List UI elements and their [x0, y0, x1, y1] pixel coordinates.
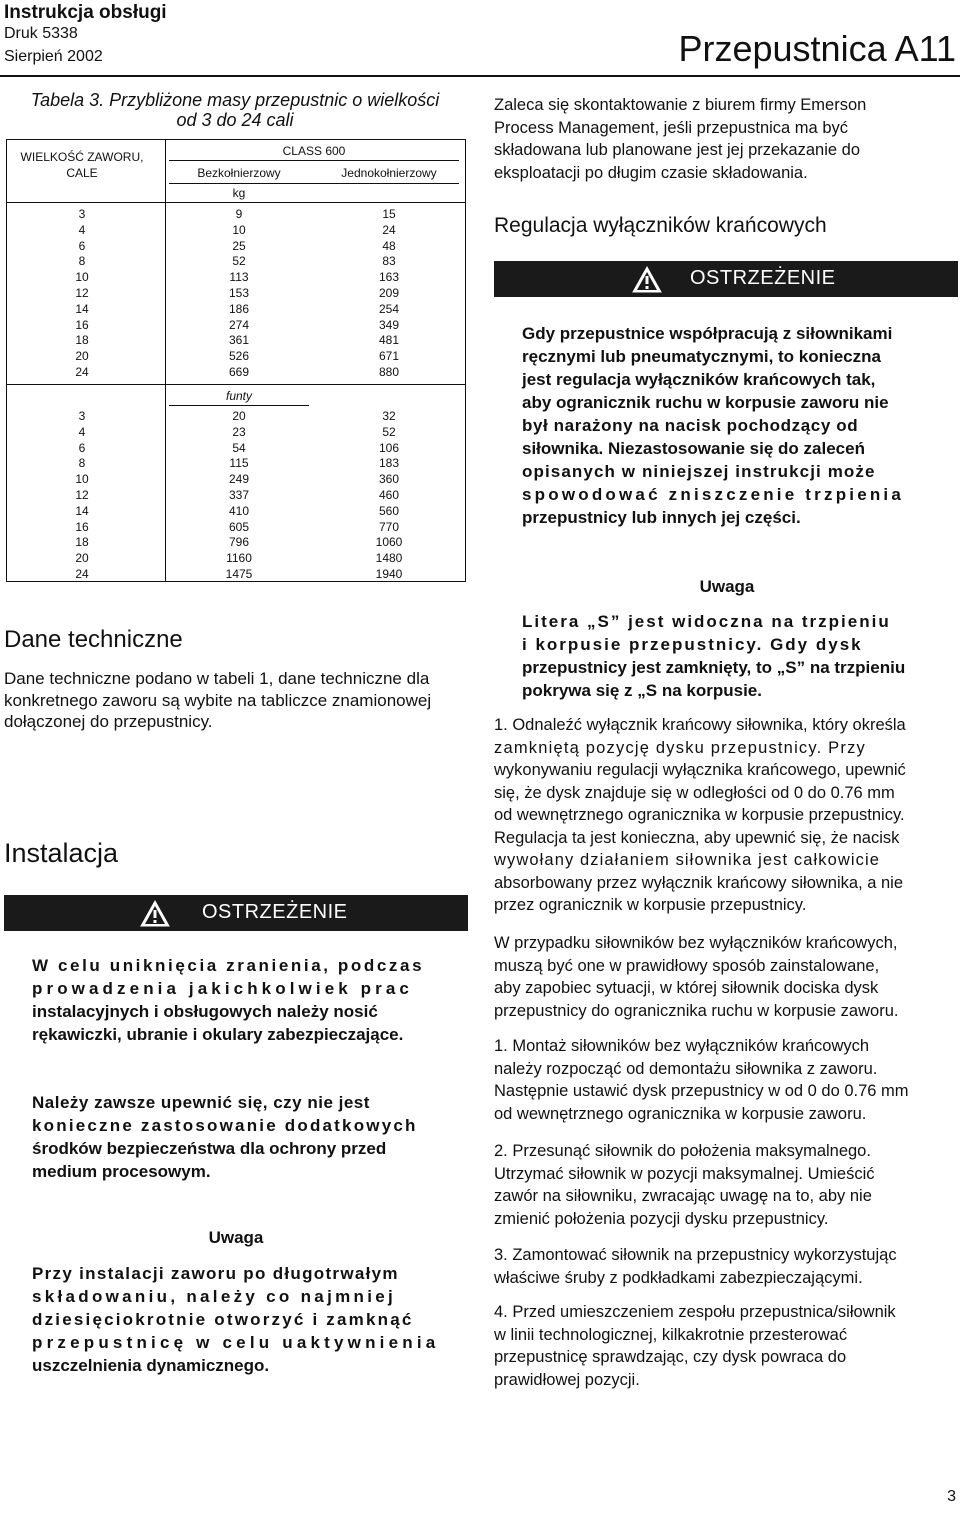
- table-cell: 163: [378, 270, 400, 285]
- note-heading: Uwaga: [208, 1228, 264, 1247]
- table-cell: 671: [378, 349, 400, 364]
- table-cell: 24: [75, 567, 89, 581]
- step-mount-line1: 1. Montaż siłowników bez wyłączników krańcowych: [494, 1037, 870, 1055]
- note-text: [32, 1262, 442, 1377]
- note-right-text: [522, 610, 934, 702]
- doc-number: Druk 5338: [4, 25, 78, 42]
- step1-line6: Regulacja ta jest konieczna, aby upewnić się, że nacisk: [494, 828, 900, 847]
- note-right-line4: pokrywa się z „S na korpusie.: [522, 681, 762, 700]
- table-cell: 4: [78, 222, 86, 237]
- class-head: CLASS 600: [282, 144, 346, 158]
- para2-line4: przepustnicy do ogranicznika ruchu w korpusie zaworu.: [494, 1001, 899, 1020]
- table-cell: 186: [228, 301, 250, 316]
- warning-right-line6: siłownika. Niezastosowanie się do zaleceń: [522, 439, 865, 458]
- warning-label: OSTRZEŻENIE: [202, 901, 348, 923]
- step1-line7: wywołany działaniem siłownika jest całkowicie: [494, 851, 881, 869]
- note-line1: Przy instalacji zaworu po długotrwałym: [32, 1264, 399, 1283]
- warning-right-line8: spowodować zniszczenie trzpienia: [522, 485, 905, 504]
- table-cell: 54: [232, 440, 246, 455]
- warning-icon: [632, 265, 662, 293]
- step-move-line3: zawór na siłowniku, zwracając uwagę na to, aby nie: [494, 1187, 872, 1205]
- table-cell: 15: [382, 207, 396, 221]
- table-cell: 1160: [226, 551, 252, 566]
- para2-text: [494, 932, 958, 1022]
- step-test-text: [494, 1301, 958, 1391]
- dane-heading: Dane techniczne: [4, 626, 183, 653]
- warning-right-line3: jest regulacja wyłączników krańcowych tak,: [522, 370, 876, 389]
- table-cell: 254: [378, 301, 400, 316]
- table-cell: 52: [382, 424, 396, 439]
- table-cell: 183: [378, 456, 400, 471]
- note-right-line2: i korpusie przepustnicy. Gdy dysk: [522, 635, 863, 654]
- table-cell: 83: [382, 254, 396, 269]
- step-test-line3: przepustnicę sprawdzając, czy dysk powraca do: [494, 1348, 847, 1366]
- step-test-line4: prawidłowej pozycji.: [494, 1370, 640, 1389]
- table-cell: 48: [382, 238, 396, 253]
- storage-line1: Zaleca się skontaktowanie z biurem firmy Emerson: [494, 96, 867, 114]
- note-line2: składowaniu, należy co najmniej: [32, 1287, 396, 1306]
- step-move-line1: 2. Przesunąć siłownik do położenia maksymalnego.: [494, 1142, 871, 1160]
- table-cell: 20: [75, 551, 89, 566]
- storage-line4: eksploatacji po długim czasie składowania.: [494, 163, 808, 182]
- table-cell: 361: [228, 333, 250, 348]
- weights-table: [6, 139, 466, 582]
- table-cell: 18: [75, 535, 89, 550]
- section-rule: [7, 384, 465, 385]
- table-cell: 24: [382, 222, 396, 237]
- table-cell: 209: [378, 286, 400, 300]
- table-cell: 337: [228, 488, 250, 502]
- table-cell: 25: [232, 238, 246, 253]
- table-cell: 1480: [375, 551, 403, 566]
- table-cell: 10: [75, 270, 89, 285]
- step-move-line2: Utrzymać siłownik w pozycji maksymalnej. Umieścić: [494, 1164, 875, 1183]
- table-cell: 3: [78, 409, 86, 423]
- table-cell: 12: [75, 488, 89, 502]
- table-cell: 32: [382, 409, 396, 423]
- col-valve-size-head-1: WIELKOŚĆ ZAWORU,: [20, 150, 144, 164]
- warning-banner: [4, 895, 468, 931]
- table-caption: [20, 90, 450, 130]
- warning-line3: instalacyjnych i obsługowych należy nosić: [32, 1002, 378, 1021]
- step-install-text: [494, 1244, 958, 1289]
- page-number: 3: [947, 1488, 956, 1505]
- header-rule: [0, 75, 960, 77]
- note-line3: dziesięciokrotnie otworzyć i zamknąć: [32, 1310, 414, 1329]
- step-test-line2: w linii technologicznej, kilkakrotnie przesterować: [494, 1325, 848, 1344]
- step-mount-line4: od wewnętrznego ogranicznika w korpusie zaworu.: [494, 1104, 867, 1123]
- step1-line3: wykonywaniu regulacji wyłącznika krańcowego, upewnić: [494, 761, 906, 779]
- table-cell: 14: [75, 301, 89, 316]
- table-cell: 8: [78, 456, 86, 471]
- para2-line3: aby zapobiec sytuacji, w której siłownik dociska dysk: [494, 979, 879, 997]
- caution-line2: konieczne zastosowanie dodatkowych: [32, 1116, 418, 1135]
- note-right-line1: Litera „S” jest widoczna na trzpieniu: [522, 612, 891, 631]
- warning-line4: rękawiczki, ubranie i okulary zabezpieczające.: [32, 1025, 404, 1044]
- warning-label-right: OSTRZEŻENIE: [690, 267, 836, 289]
- step-install-line2: właściwe śruby z podkładkami zabezpieczającymi.: [494, 1268, 863, 1287]
- limit-switch-heading: Regulacja wyłączników krańcowych: [494, 214, 827, 237]
- caution-line3: środków bezpieczeństwa dla ochrony przed: [32, 1139, 387, 1158]
- caution-text: [32, 1091, 440, 1183]
- table-cell: 526: [228, 349, 250, 364]
- table-cell: 1940: [375, 567, 403, 581]
- warning-right-line4: aby ogranicznik ruchu w korpusie zaworu nie: [522, 393, 889, 412]
- table-cell: 249: [228, 472, 250, 487]
- table-cell: 16: [75, 317, 89, 332]
- warning-banner-right: [494, 261, 958, 297]
- warning-right-line7: opisanych w niniejszej instrukcji może: [522, 462, 876, 481]
- table-cell: 880: [378, 365, 400, 379]
- class-underline: [169, 160, 459, 161]
- caution-line4: medium procesowym.: [32, 1162, 211, 1181]
- kg-rule: [7, 202, 465, 203]
- table-caption-line2: od 3 do 24 cali: [176, 110, 294, 130]
- table-cell: 349: [378, 317, 400, 332]
- table-cell: 560: [378, 503, 400, 518]
- table-cell: 16: [75, 519, 89, 534]
- table-cell: 274: [228, 317, 250, 332]
- table-cell: 10: [75, 472, 89, 487]
- step-install-line1: 3. Zamontować siłownik na przepustnicy wykorzystując: [494, 1246, 897, 1264]
- warning-right-line9: przepustnicy lub innych jej części.: [522, 508, 801, 527]
- note-line5: uszczelnienia dynamicznego.: [32, 1356, 270, 1375]
- para2-line1: W przypadku siłowników bez wyłączników krańcowych,: [494, 934, 898, 952]
- table-cell: 669: [228, 365, 250, 379]
- warning-right-line1: Gdy przepustnice współpracują z siłownikami: [522, 324, 893, 343]
- table-cell: 460: [378, 488, 400, 502]
- table-caption-line1: Tabela 3. Przybliżone masy przepustnic o wielkości: [30, 90, 440, 110]
- table-cell: 153: [228, 286, 250, 300]
- unit-lb: funty: [225, 389, 252, 403]
- table-cell: 360: [378, 472, 400, 487]
- table-cell: 3: [78, 207, 86, 221]
- unit-kg: kg: [232, 186, 246, 200]
- step-mount-line2: należy rozpocząć od demontażu siłownika z zaworu.: [494, 1059, 878, 1078]
- step1-line8: absorbowany przez wyłącznik krańcowy siłownika, a nie: [494, 873, 904, 892]
- note-heading-right: Uwaga: [699, 577, 755, 596]
- warning-right-line2: ręcznymi lub pneumatycznymi, to konieczna: [522, 347, 881, 366]
- step1-line2: zamkniętą pozycję dysku przepustnicy. Przy: [494, 738, 866, 757]
- table-divider: [165, 140, 166, 581]
- table-cell: 1060: [375, 535, 403, 550]
- step1-line9: przez ogranicznik w korpusie przepustnicy.: [494, 896, 807, 914]
- step-move-text: [494, 1140, 958, 1230]
- table-cell: 20: [232, 409, 246, 423]
- table-cell: 1475: [225, 567, 253, 581]
- table-cell: 23: [232, 424, 246, 439]
- table-cell: 24: [75, 365, 89, 379]
- lb-rule: [169, 405, 309, 406]
- warning-right-text: [522, 322, 932, 529]
- step1-line5: od wewnętrznego ogranicznika w korpusie przepustnicy.: [494, 806, 905, 824]
- dane-text: [4, 668, 472, 733]
- step-test-line1: 4. Przed umieszczeniem zespołu przepustnica/siłownik: [494, 1303, 896, 1321]
- table-cell: 6: [78, 238, 86, 253]
- col-lug-head: Jednokołnierzowy: [341, 166, 437, 180]
- step-mount-line3: Następnie ustawić dysk przepustnicy w od 0 do 0.76 mm: [494, 1082, 909, 1100]
- warning-line2: prowadzenia jakichkolwiek prac: [32, 979, 413, 998]
- col-valve-size-head-2: CALE: [66, 166, 98, 180]
- storage-line3: składowana lub planowane jest jej przekazanie do: [494, 141, 860, 159]
- instalacja-heading: Instalacja: [4, 838, 119, 868]
- dane-line3: dołączonej do przepustnicy.: [4, 712, 213, 731]
- product-title: Przepustnica A11: [678, 28, 956, 69]
- warning-text: [32, 954, 440, 1046]
- table-cell: 770: [378, 519, 400, 534]
- doc-date: Sierpień 2002: [4, 48, 103, 65]
- step1-line4: się, że dysk znajduje się w odległości od 0 do 0.76 mm: [494, 783, 895, 802]
- table-cell: 605: [228, 519, 250, 534]
- doc-title: Instrukcja obsługi: [4, 2, 167, 23]
- dane-line1: Dane techniczne podano w tabeli 1, dane techniczne dla: [4, 669, 430, 688]
- step-mount-text: [494, 1035, 958, 1125]
- para2-line2: muszą być one w prawidłowy sposób zainstalowane,: [494, 956, 880, 975]
- table-cell: 6: [78, 440, 86, 455]
- table-cell: 106: [378, 440, 400, 455]
- table-cell: 10: [232, 222, 246, 237]
- table-cell: 410: [228, 503, 250, 518]
- caution-line1: Należy zawsze upewnić się, czy nie jest: [32, 1093, 370, 1112]
- step1-text: [494, 714, 958, 917]
- head-rule: [169, 183, 459, 184]
- dane-line2: konkretnego zaworu są wybite na tabliczce znamionowej: [4, 690, 432, 710]
- table-cell: 18: [75, 333, 89, 348]
- warning-line1: W celu uniknięcia zranienia, podczas: [32, 956, 425, 975]
- table-cell: 113: [229, 270, 249, 285]
- note-line4: przepustnicę w celu uaktywnienia: [32, 1333, 440, 1352]
- step1-line1: 1. Odnaleźć wyłącznik krańcowy siłownika, który określa: [494, 716, 906, 734]
- step-move-line4: zmienić położenia pozycji dysku przepustnicy.: [494, 1209, 829, 1228]
- table-cell: 4: [78, 424, 86, 439]
- table-cell: 481: [378, 333, 400, 348]
- storage-text: [494, 94, 958, 184]
- table-cell: 52: [232, 254, 246, 269]
- table-cell: 9: [235, 207, 243, 221]
- table-cell: 8: [78, 254, 86, 269]
- table-cell: 14: [75, 503, 89, 518]
- storage-line2: Process Management, jeśli przepustnica ma być: [494, 118, 848, 137]
- warning-icon: [140, 899, 170, 927]
- note-right-line3: przepustnicy jest zamknięty, to „S” na trzpieniu: [522, 658, 906, 677]
- col-wafer-head: Bezkołnierzowy: [197, 166, 281, 180]
- warning-right-line5: był narażony na nacisk pochodzący od: [522, 416, 859, 435]
- table-cell: 115: [229, 456, 249, 471]
- table-cell: 796: [228, 535, 250, 550]
- table-cell: 12: [75, 286, 89, 300]
- table-cell: 20: [75, 349, 89, 364]
